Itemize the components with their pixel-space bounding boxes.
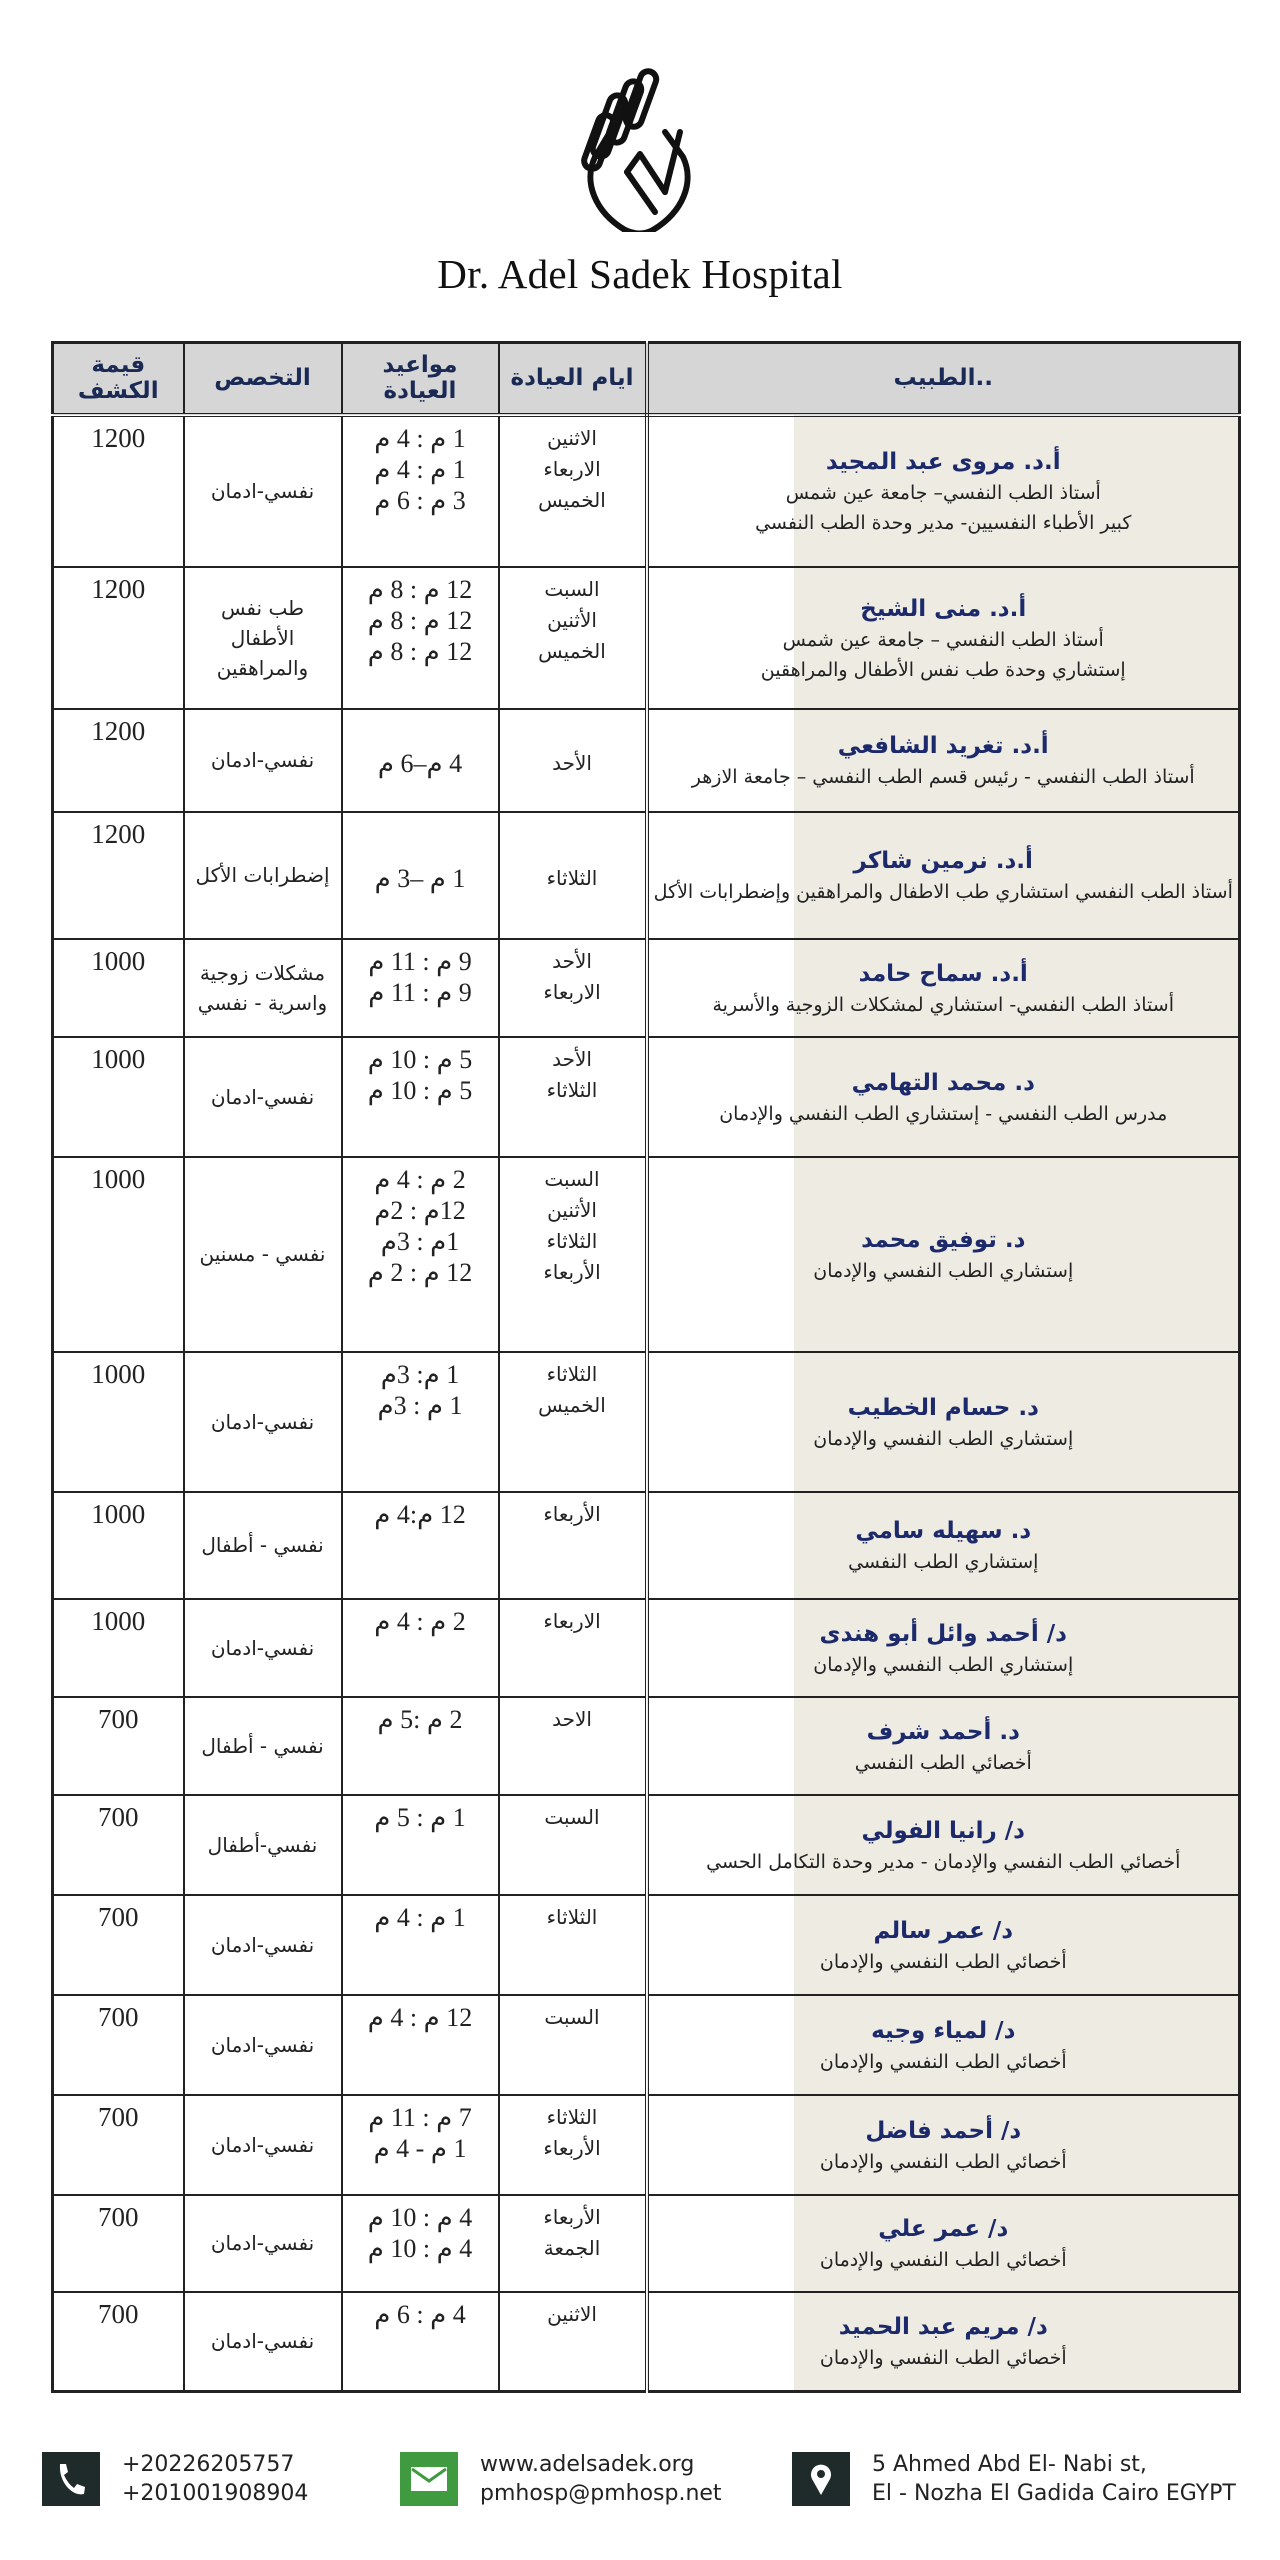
clinic-day: الاربعاء (543, 1608, 601, 1633)
doctor-title: إستشاري الطب النفسي والإدمان (813, 1653, 1074, 1676)
fee-cell (53, 2095, 184, 2195)
clinic-day: الجمعة (543, 2235, 601, 2260)
days-cell (499, 2292, 647, 2392)
fee-cell (53, 1795, 184, 1895)
table-row (53, 567, 1240, 709)
time-slot: 1 م: 3م (380, 1359, 460, 1389)
table-row (53, 1492, 1240, 1599)
times-cell (342, 1352, 499, 1492)
times-cell (342, 939, 499, 1037)
specialty-cell (184, 567, 342, 709)
specialty-cell (184, 1037, 342, 1157)
time-slot: 4 م–6 م (377, 748, 463, 778)
times-cell (342, 1697, 499, 1795)
time-slot: 1 م : 3م (377, 1390, 463, 1420)
specialty-value: نفسي-ادمان (210, 1084, 315, 1109)
clinic-day: الثلاثاء (546, 1228, 598, 1253)
doctor-title: مدرس الطب النفسي - إستشاري الطب النفسي والإدمان (719, 1102, 1168, 1125)
clinic-day: السبت (544, 1166, 600, 1191)
table-row (53, 1795, 1240, 1895)
fee-cell (53, 812, 184, 939)
specialty-value: نفسي-ادمان (210, 2329, 315, 2354)
contact-web (400, 2450, 722, 2508)
clinic-day: الثلاثاء (546, 865, 598, 890)
fee-value: 700 (98, 2201, 139, 2232)
specialty-value: نفسي-ادمان (210, 2032, 315, 2057)
doctor-title: أستاذ الطب النفسي– جامعة عين شمس (785, 482, 1101, 504)
fee-cell (53, 939, 184, 1037)
time-slot: 12م : 2م (374, 1195, 466, 1225)
doctor-name: أ.د. تغريد الشافعي (837, 733, 1049, 759)
phone-icon (42, 2452, 100, 2506)
doctor-title: أستاذ الطب النفسي استشاري طب الاطفال والمراهقين وإضطرابات الأكل (653, 881, 1233, 903)
doctor-cell (647, 415, 1240, 567)
fee-value: 1000 (91, 1043, 146, 1074)
days-cell (499, 1037, 647, 1157)
specialty-cell (184, 1352, 342, 1492)
time-slot: 4 م : 10 م (367, 2202, 473, 2232)
clinic-day: الخميس (538, 638, 606, 663)
times-cell (342, 567, 499, 709)
doctor-cell (647, 812, 1240, 939)
table-row (53, 1037, 1240, 1157)
header-fee: قيمة الكشف (53, 343, 184, 415)
fee-value: 700 (98, 1703, 139, 1734)
time-slot: 9 م : 11 م (368, 977, 472, 1007)
envelope-icon (400, 2452, 458, 2506)
table-row (53, 1157, 1240, 1352)
times-cell (342, 1795, 499, 1895)
contact-address (792, 2450, 1236, 2508)
days-cell (499, 1352, 647, 1492)
header-times: مواعيد العيادة (342, 343, 499, 415)
clinic-day: الأربعاء (543, 2135, 601, 2160)
specialty-value: نفسي - أطفال (201, 1733, 324, 1758)
specialty-cell (184, 1895, 342, 1995)
time-slot: 1م : 3م (380, 1226, 460, 1256)
doctor-cell (647, 2195, 1240, 2292)
times-cell (342, 812, 499, 939)
fee-value: 1200 (91, 573, 146, 604)
clinic-day: الخميس (538, 487, 606, 512)
header-days: ايام العيادة (499, 343, 647, 415)
doctor-name: أ.د. سماح حامد (858, 960, 1028, 987)
table-row (53, 939, 1240, 1037)
clinic-day: الاثنين (547, 2301, 597, 2326)
time-slot: 5 م : 10 م (367, 1075, 473, 1105)
time-slot: 1 م : 4 م (374, 1902, 466, 1932)
doctor-name: أ.د. مروى عبد المجيد (825, 449, 1061, 475)
table-row (53, 709, 1240, 812)
fee-value: 1200 (91, 818, 146, 849)
clinic-day: السبت (544, 1804, 600, 1829)
specialty-cell (184, 2195, 342, 2292)
specialty-cell (184, 415, 342, 567)
clinic-day: الاثنين (547, 425, 597, 450)
clinic-day: الأثنين (547, 607, 597, 632)
fee-value: 1200 (91, 715, 146, 746)
doctor-cell (647, 567, 1240, 709)
fee-value: 1000 (91, 945, 146, 976)
table-row (53, 415, 1240, 567)
clinic-day: الأثنين (547, 1197, 597, 1222)
doctor-name: د. محمد التهامي (851, 1069, 1035, 1096)
phone-number[interactable]: +201001908904 (122, 2481, 309, 2506)
doctor-cell (647, 709, 1240, 812)
fee-value: 700 (98, 1801, 139, 1832)
doctor-title: أستاذ الطب النفسي - رئيس قسم الطب النفسي – جامعة الازهر (691, 766, 1195, 788)
table-row (53, 2292, 1240, 2392)
header-doctor: الطبيب.. (647, 343, 1240, 415)
time-slot: 12 م : 8 م (367, 636, 473, 666)
fee-cell (53, 1157, 184, 1352)
fee-cell (53, 2195, 184, 2292)
address-line: 5 Ahmed Abd El- Nabi st, (872, 2452, 1147, 2477)
times-cell (342, 2095, 499, 2195)
doctor-name: د/ عمر علي (878, 2216, 1009, 2242)
fee-cell (53, 1895, 184, 1995)
contact-footer (0, 2450, 1280, 2510)
contact-phone (42, 2450, 308, 2508)
specialty-cell (184, 2292, 342, 2392)
doctor-name: أ.د. منى الشيخ (860, 595, 1027, 622)
table-row (53, 1697, 1240, 1795)
specialty-value: نفسي-ادمان (210, 1409, 315, 1434)
times-cell (342, 1157, 499, 1352)
fee-cell (53, 1599, 184, 1697)
time-slot: 12 م : 8 م (367, 605, 473, 635)
doctor-title: أخصائي الطب النفسي والإدمان (819, 2347, 1067, 2370)
days-cell (499, 567, 647, 709)
doctor-title: أخصائي الطب النفسي (854, 1751, 1032, 1774)
address-line: El - Nozha El Gadida Cairo EGYPT (872, 2481, 1236, 2506)
doctor-cell (647, 1037, 1240, 1157)
fee-cell (53, 1697, 184, 1795)
days-cell (499, 1599, 647, 1697)
website-link[interactable]: www.adelsadek.org (480, 2452, 695, 2477)
fee-value: 700 (98, 1901, 139, 1932)
clinic-day: الاربعاء (543, 979, 601, 1004)
clinic-day: الأحد (552, 750, 592, 775)
table-row (53, 2095, 1240, 2195)
specialty-cell (184, 939, 342, 1037)
specialty-cell (184, 812, 342, 939)
specialty-cell (184, 709, 342, 812)
days-cell (499, 709, 647, 812)
table-row (53, 1995, 1240, 2095)
time-slot: 1 م - 4 م (373, 2133, 467, 2163)
clinic-day: الأربعاء (543, 2204, 601, 2229)
doctor-title: إستشاري وحدة طب نفس الأطفال والمراهقين (760, 658, 1126, 681)
time-slot: 2 م : 4 م (374, 1164, 466, 1194)
clinic-day: الأحد (552, 948, 592, 973)
days-cell (499, 2095, 647, 2195)
days-cell (499, 1995, 647, 2095)
times-cell (342, 1492, 499, 1599)
specialty-value: نفسي-ادمان (210, 2132, 315, 2157)
doctor-cell (647, 1492, 1240, 1599)
doctor-name: د. أحمد شرف (866, 1718, 1020, 1745)
clinic-day: الأحد (552, 1046, 592, 1071)
days-cell (499, 415, 647, 567)
clinic-schedule-table (51, 341, 1241, 2393)
specialty-cell (184, 1492, 342, 1599)
doctor-name: د/ عمر سالم (873, 1917, 1014, 1944)
table-row (53, 812, 1240, 939)
phone-number[interactable]: +20226205757 (122, 2452, 295, 2477)
clinic-day: الأربعاء (543, 1259, 601, 1284)
doctor-cell (647, 1352, 1240, 1492)
table-row (53, 1599, 1240, 1697)
fee-value: 1000 (91, 1358, 146, 1389)
doctor-cell (647, 2292, 1240, 2392)
specialty-value: نفسي-ادمان (210, 748, 315, 772)
table-body (53, 415, 1240, 2392)
fee-cell (53, 567, 184, 709)
time-slot: 4 م : 6 م (374, 2299, 466, 2329)
specialty-value: نفسي-أطفال (207, 1832, 318, 1857)
doctor-title: أخصائي الطب النفسي والإدمان (819, 2150, 1067, 2173)
doctor-cell (647, 939, 1240, 1037)
time-slot: 2 م : 4 م (374, 1606, 466, 1636)
times-cell (342, 415, 499, 567)
time-slot: 7 م : 11 م (368, 2102, 472, 2132)
doctor-title: أستاذ الطب النفسي – جامعة عين شمس (782, 628, 1104, 651)
times-cell (342, 709, 499, 812)
fee-value: 1200 (91, 422, 146, 453)
fee-value: 1000 (91, 1163, 146, 1194)
time-slot: 1 م : 4 م (374, 454, 466, 484)
doctor-cell (647, 1599, 1240, 1697)
clinic-day: الثلاثاء (546, 1904, 598, 1929)
time-slot: 2 م :5 م (377, 1704, 463, 1734)
time-slot: 4 م : 10 م (367, 2233, 473, 2263)
time-slot: 5 م : 10 م (367, 1044, 473, 1074)
time-slot: 1 م : 4 م (374, 423, 466, 453)
doctor-title: أخصائي الطب النفسي والإدمان (819, 2050, 1067, 2073)
clinic-day: الثلاثاء (546, 1077, 598, 1102)
specialty-value: مشكلات زوجية واسرية - نفسي (197, 960, 328, 1015)
fee-value: 1000 (91, 1605, 146, 1636)
doctor-name: د/ مريم عبد الحميد (838, 2314, 1048, 2341)
time-slot: 1 م : 5 م (374, 1802, 466, 1832)
specialty-cell (184, 1795, 342, 1895)
time-slot: 3 م : 6 م (374, 485, 466, 515)
specialty-value: نفسي-ادمان (210, 1932, 315, 1957)
specialty-value: نفسي - مسنين (199, 1242, 326, 1266)
fee-value: 700 (98, 2101, 139, 2132)
doctor-name: د. توفيق محمد (861, 1227, 1026, 1253)
clinic-day: الاربعاء (543, 456, 601, 481)
specialty-value: نفسي-ادمان (210, 1635, 315, 1660)
clinic-day: الاحد (552, 1706, 592, 1731)
fee-value: 700 (98, 2298, 139, 2329)
time-slot: 12 م : 2 م (367, 1257, 473, 1287)
doctor-name: د. سهيله سامي (855, 1518, 1032, 1544)
hospital-name: Dr. Adel Sadek Hospital (437, 251, 843, 297)
times-cell (342, 1599, 499, 1697)
time-slot: 9 م : 11 م (368, 946, 472, 976)
specialty-value: نفسي-ادمان (210, 2231, 315, 2255)
clinic-day: الخميس (538, 1392, 606, 1417)
doctor-title: إستشاري الطب النفسي (848, 1551, 1039, 1573)
specialty-cell (184, 2095, 342, 2195)
specialty-cell (184, 1599, 342, 1697)
times-cell (342, 1037, 499, 1157)
doctor-name: د/ أحمد وائل أبو هندى (819, 1620, 1067, 1647)
doctor-cell (647, 1157, 1240, 1352)
specialty-cell (184, 1157, 342, 1352)
email-link[interactable]: pmhosp@pmhosp.net (480, 2481, 722, 2506)
times-cell (342, 2292, 499, 2392)
doctor-name: د. حسام الخطيب (847, 1394, 1039, 1421)
days-cell (499, 1492, 647, 1599)
doctor-title: إستشاري الطب النفسي والإدمان (813, 1427, 1074, 1450)
fee-cell (53, 1037, 184, 1157)
table-row (53, 2195, 1240, 2292)
days-cell (499, 1795, 647, 1895)
times-cell (342, 1895, 499, 1995)
doctor-title: أستاذ الطب النفسي- استشاري لمشكلات الزوجية والأسرية (712, 993, 1174, 1016)
doctor-title: إستشاري الطب النفسي والإدمان (813, 1260, 1074, 1282)
doctor-cell (647, 1697, 1240, 1795)
time-slot: 12 م:4 م (374, 1499, 466, 1529)
clinic-day: الثلاثاء (546, 1361, 598, 1386)
fee-cell (53, 709, 184, 812)
time-slot: 12 م : 4 م (367, 2002, 473, 2032)
specialty-value: إضطرابات الأكل (195, 863, 330, 887)
doctor-name: د/ أحمد فاضل (865, 2117, 1022, 2144)
doctor-cell (647, 2095, 1240, 2195)
doctor-cell (647, 1795, 1240, 1895)
table-row (53, 1895, 1240, 1995)
specialty-value: نفسي - أطفال (201, 1533, 324, 1557)
clinic-day: السبت (544, 2004, 600, 2029)
doctor-title: أخصائي الطب النفسي والإدمان - مدير وحدة التكامل الحسي (706, 1850, 1181, 1873)
clinic-day: الثلاثاء (546, 2104, 598, 2129)
days-cell (499, 1895, 647, 1995)
clinic-day: الأربعاء (543, 1501, 601, 1526)
days-cell (499, 812, 647, 939)
doctor-name: أ.د. نرمين شاكر (853, 848, 1033, 874)
fee-cell (53, 1492, 184, 1599)
times-cell (342, 2195, 499, 2292)
doctor-title: كبير الأطباء النفسيين- مدير وحدة الطب النفسي (755, 512, 1132, 534)
time-slot: 1 م –3 م (374, 863, 466, 893)
doctor-name: د/ لمياء وجيه (871, 2017, 1016, 2044)
days-cell (499, 1157, 647, 1352)
doctor-cell (647, 1895, 1240, 1995)
hospital-logo-icon (555, 62, 725, 232)
fee-cell (53, 1995, 184, 2095)
days-cell (499, 2195, 647, 2292)
doctor-name: د/ رانيا الفولي (861, 1817, 1025, 1844)
days-cell (499, 939, 647, 1037)
header-specialty: التخصص (184, 343, 342, 415)
times-cell (342, 1995, 499, 2095)
clinic-day: السبت (544, 576, 600, 601)
fee-cell (53, 415, 184, 567)
fee-value: 1000 (91, 1498, 146, 1529)
fee-cell (53, 2292, 184, 2392)
doctor-cell (647, 1995, 1240, 2095)
specialty-cell (184, 1995, 342, 2095)
map-pin-icon (792, 2452, 850, 2506)
table-row (53, 1352, 1240, 1492)
time-slot: 12 م : 8 م (367, 574, 473, 604)
doctor-title: أخصائي الطب النفسي والإدمان (819, 2249, 1067, 2271)
fee-cell (53, 1352, 184, 1492)
doctor-title: أخصائي الطب النفسي والإدمان (819, 1950, 1067, 1973)
table-header-row (53, 343, 1240, 415)
fee-value: 700 (98, 2001, 139, 2032)
specialty-value: طب نفس الأطفال والمراهقين (216, 595, 309, 680)
days-cell (499, 1697, 647, 1795)
specialty-cell (184, 1697, 342, 1795)
specialty-value: نفسي-ادمان (210, 479, 315, 503)
